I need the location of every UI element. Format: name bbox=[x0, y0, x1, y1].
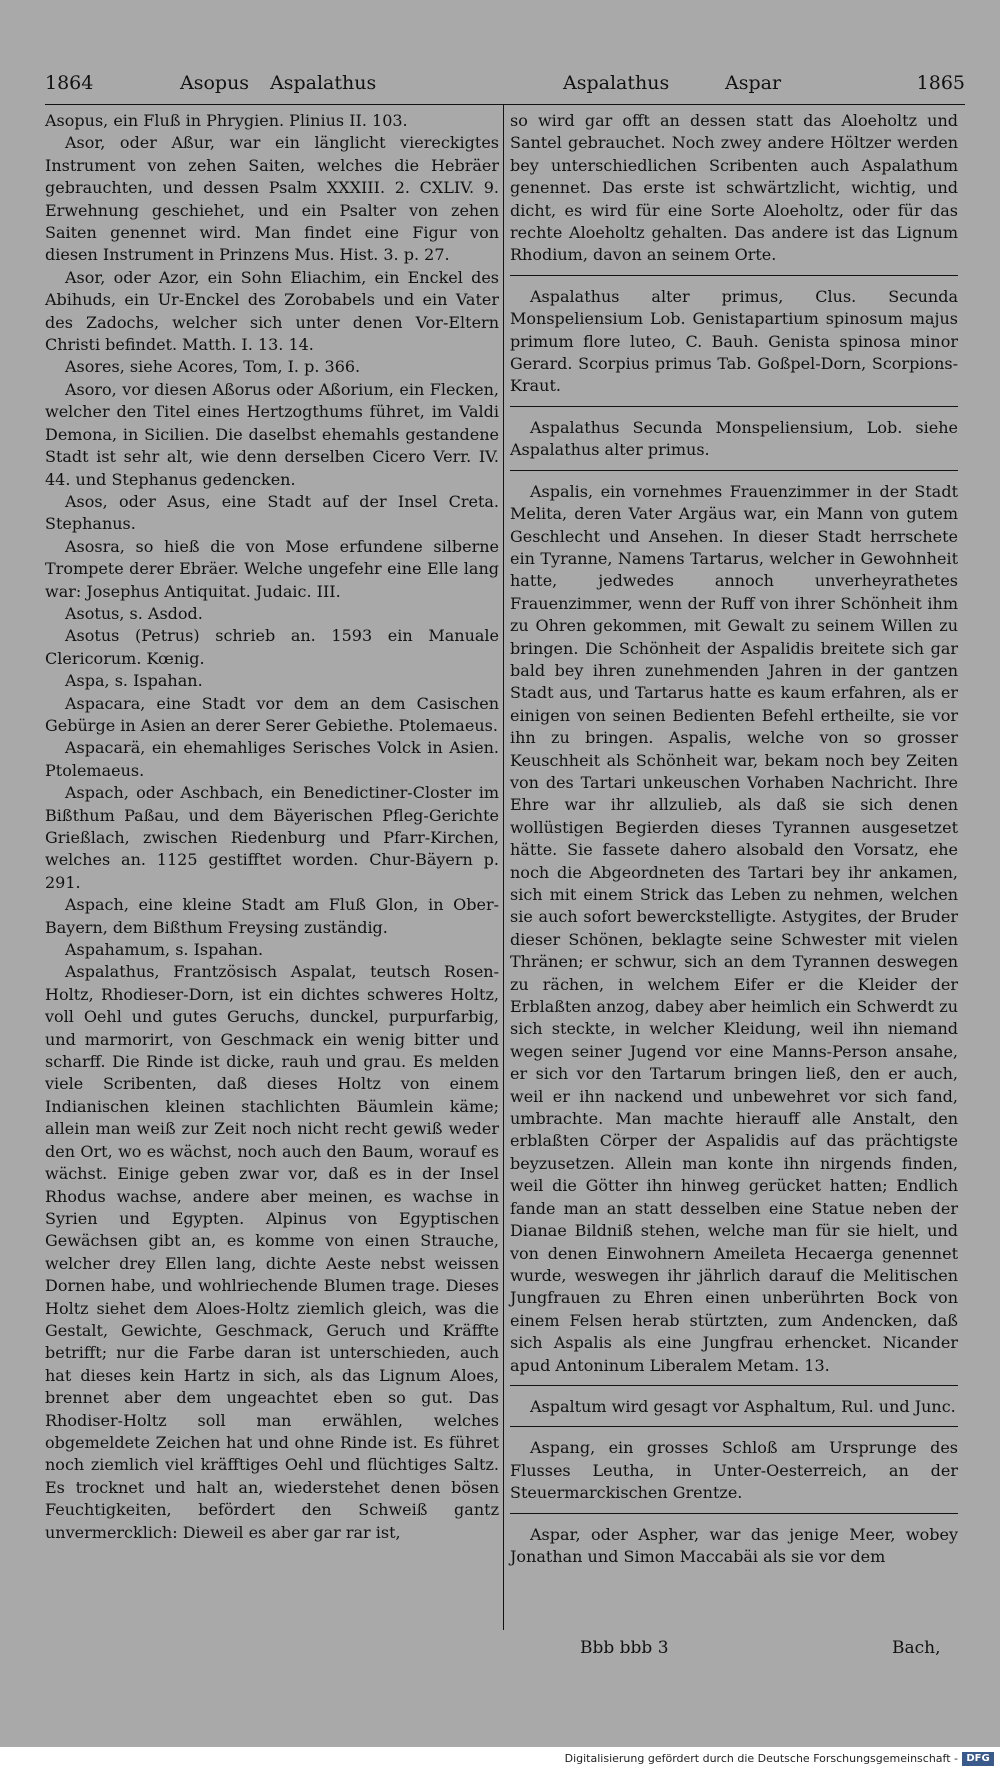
entry-separator bbox=[510, 1385, 958, 1386]
entry: Aspacarä, ein ehemahliges Serisches Volck in Asien. Ptolemaeus. bbox=[45, 738, 499, 780]
entry: Asotus, s. Asdod. bbox=[65, 603, 203, 623]
entry: Aspach, oder Aschbach, ein Benedictiner-Closter im Bißthum Paßau, und dem Bäyerischen Pfleg-Gerichte Grießlach, zwischen Riedenburg und Pfarr-Kirchen, welches an. 1125 gestifftet worden. Chur-Bäyern p. 291. bbox=[45, 783, 499, 892]
entry: Asor, oder Aßur, war ein länglicht viereckigtes Instrument von zehen Saiten, welches die Hebräer gebrauchten, und dessen Psalm XXXIII. 2. CXLIV. 9. Erwehnung geschiehet, und ein Psalter von zehen Saiten genennet wird. Man findet eine Figur von diesen Instrument in Prinzens Mus. Hist. 3. p. 27. bbox=[45, 133, 499, 265]
entry: Aspahamum, s. Ispahan. bbox=[65, 940, 264, 960]
signature-mark: Bbb bbb 3 bbox=[580, 1638, 669, 1658]
entry-separator bbox=[510, 1426, 958, 1427]
right-column bbox=[510, 110, 958, 1568]
entry: Asosra, so hieß die von Mose erfundene silberne Trompete derer Ebräer. Welche ungefehr eine Elle lang war: Josephus Antiquitat. Judaic. III. bbox=[45, 536, 499, 601]
entry: Aspach, eine kleine Stadt am Fluß Glon, in Ober-Bayern, dem Bißthum Freysing zuständig. bbox=[45, 895, 499, 937]
header-word-3: Aspalathus bbox=[563, 72, 670, 94]
entry: Aspaltum wird gesagt vor Asphaltum, Rul. und Junc. bbox=[530, 1396, 956, 1416]
page-number-left: 1864 bbox=[45, 72, 94, 94]
left-column bbox=[45, 110, 499, 1544]
entry: Asoro, vor diesen Aßorus oder Aßorium, ein Flecken, welcher den Titel eines Hertzogthums führet, im Valdi Demona, in Sicilien. Die daselbst ehemahls gestandene Stadt ist sehr alt, wie denn derselben Cicero Verr. IV. 44. und Stephanus gedencken. bbox=[45, 379, 499, 489]
entry: Aspar, oder Aspher, war das jenige Meer, wobey Jonathan und Simon Maccabäi als sie vor dem bbox=[510, 1524, 958, 1566]
entry-separator bbox=[510, 406, 958, 407]
entry-separator bbox=[510, 470, 958, 471]
entry: so wird gar offt an dessen statt das Aloeholtz und Santel gebrauchet. Noch zwey andere Höltzer werden bey unterschiedlichen Scribenten auch Aspalathum genennet. Das erste ist schwärtzlicht, wichtig, und dicht, es wird für eine Sorte Aloeholtz, oder für das rechte Aloeholtz gehalten. Das andere ist das Lignum Rhodium, davon an seinem Orte. bbox=[510, 111, 958, 265]
entry: Aspalathus alter primus, Clus. Secunda Monspeliensium Lob. Genistapartium spinosum majus primum flore luteo, C. Bauh. Genista spinosa minor Gerard. Scorpius primus Tab. Goßpel-Dorn, Scorpions-Kraut. bbox=[510, 286, 958, 396]
entry: Asotus (Petrus) schrieb an. 1593 ein Manuale Clericorum. Kœnig. bbox=[45, 626, 499, 668]
dfg-logo: DFG bbox=[962, 1752, 994, 1766]
entry: Aspalathus Secunda Monspeliensium, Lob. siehe Aspalathus alter primus. bbox=[510, 417, 958, 460]
entry: Asor, oder Azor, ein Sohn Eliachim, ein Enckel des Abihuds, ein Ur-Enckel des Zorobabels und ein Vater des Zadochs, welcher sich unter denen Vor-Eltern Christi befindet. Matth. I. 13. 14. bbox=[45, 267, 499, 355]
header-rule bbox=[45, 104, 965, 105]
header-word-1: Asopus bbox=[180, 72, 250, 94]
entry: Aspa, s. Ispahan. bbox=[65, 671, 203, 691]
entry: Aspalis, ein vornehmes Frauenzimmer in der Stadt Melita, deren Vater Argäus war, ein Mann von gutem Geschlecht und Ansehen. In dieser Stadt herrschete ein Tyranne, Namens Tartarus, welcher in Gewohnheit hatte, jedwedes annoch unverheyrathetes Frauenzimmer, wenn der Ruff von ihrer Schönheit ihm zu Ohren gekommen, mit Gewalt zu seinem Willen zu bringen. Die Schönheit der Aspalidis breitete sich gar bald bey ihren zunehmenden Jahren in der gantzen Stadt aus, und Tartarus hatte es kaum erfahren, als er einigen von seinen Bedienten Befehl ertheilte, sie vor ihn zu bringen. Aspalis, welche von so grosser Keuschheit als Schönheit war, bekam noch bey Zeiten von des Tartari unkeuschen Vorhaben Nachricht. Ihre Ehre war ihr allzulieb, als daß sie sich denen wollüstigen Begierden dieses Tyrannen ausgesetzet hätte. Sie fassete dahero alsobald den Vorsatz, ehe noch die Abgeordneten des Tartari bey ihr ankamen, sich mit einem Strick das Leben zu nehmen, welchen sie auch sofort bewerckstelligte. Astygites, der Bruder dieser Schönen, beklagte seine Schwester mit vielen Thränen; er schwur, sich an dem Tyrannen deswegen zu rächen, in welchem Eifer er die Kleider der Erblaßten anzog, dabey aber heimlich ein Schwerdt zu sich steckte, in welcher Kleidung, weil ihn niemand wegen seiner Jugend vor eine Manns-Person ansahe, er sich vor den Tartarum bringen ließ, den er auch, weil er ihn nackend und unbewehret vor sich fand, umbrachte. Man machte hierauff alle Anstalt, den erblaßten Cörper der Aspalidis auf das prächtigste beyzusetzen. Allein man konte ihn nirgends finden, weil die Götter ihn hinweg gerücket hatten; Endlich fande man an statt desselben eine Statue neben der Dianae Bildniß stehen, welche man für sie hielt, und von denen Einwohnern Ameileta Hecaerga genennet wurde, weswegen ihr jährlich darauf die Melitischen Jungfrauen zu Ehren einen unberührten Bock von einem Felsen herab stürtzten, zum Andencken, daß sich Aspalis als eine Jungfrau erhencket. Nicander apud Antoninum Liberalem Metam. 13. bbox=[510, 481, 958, 1375]
entry: Aspacara, eine Stadt vor dem an dem Casischen Gebürge in Asien an derer Serer Gebiethe. Ptolemaeus. bbox=[45, 693, 499, 735]
entry-separator bbox=[510, 1513, 958, 1514]
header-word-4: Aspar bbox=[725, 72, 782, 94]
funding-credit: Digitalisierung gefördert durch die Deutsche Forschungsgemeinschaft - bbox=[564, 1752, 958, 1765]
entry: Aspang, ein grosses Schloß am Ursprunge des Flusses Leutha, in Unter-Oesterreich, an der Steuermarckischen Grentze. bbox=[510, 1438, 958, 1503]
header-word-2: Aspalathus bbox=[270, 72, 377, 94]
entry-separator bbox=[510, 275, 958, 276]
credit-bar bbox=[0, 1747, 1000, 1769]
entry: Asopus, ein Fluß in Phrygien. Plinius II. 103. bbox=[45, 111, 408, 130]
page-number-right: 1865 bbox=[916, 72, 965, 94]
entry: Asos, oder Asus, eine Stadt auf der Insel Creta. Stephanus. bbox=[45, 491, 499, 534]
column-divider bbox=[503, 104, 504, 1630]
entry: Asores, siehe Acores, Tom, I. p. 366. bbox=[65, 357, 361, 377]
entry: Aspalathus, Frantzösisch Aspalat, teutsch Rosen-Holtz, Rhodieser-Dorn, ist ein dichtes schweres Holtz, voll Oehl und gutes Geruchs, dunckel, purpurfarbig, und marmorirt, von Geschmack ein wenig bitter und scharff. Die Rinde ist dicke, rauh und grau. Es melden viele Scribenten, daß dieses Holtz von einem Indianischen kleinen stachlichten Bäumlein käme; allein man weiß zur Zeit noch nicht recht gewiß weder den Ort, wo es wächst, noch auch den Baum, worauf es wächst. Einige geben zwar vor, daß es in der Insel Rhodus wachse, andere aber meinen, es wachse in Syrien und Egypten. Alpinus von Egyptischen Gewächsen gibt an, es komme von einen Strauche, welcher drey Ellen lang, dichte Aeste nebst weissen Dornen habe, und wohlriechende Blumen trage. Dieses Holtz siehet dem Aloes-Holtz ziemlich gleich, was die Gestalt, Gewichte, Geschmack, Geruch und Kräffte betrifft; nur die Farbe daran ist unterschieden, auch hat dieses kein Hartz in sich, als das Lignum Aloes, brennet aber dem ungeachtet eben so gut. Das Rhodiser-Holtz soll man erwählen, welches obgemeldete Zeichen hat und ohne Rinde ist. Es führet noch ziemlich viel kräfftiges Oehl und flüchtiges Saltz. Es trocknet und halt an, wiederstehet denen bösen Feuchtigkeiten, befördert den Schweiß gantz unvermercklich: Dieweil es aber gar rar ist, bbox=[45, 962, 499, 1542]
catchword: Bach, bbox=[892, 1638, 941, 1658]
page-header bbox=[45, 70, 965, 104]
